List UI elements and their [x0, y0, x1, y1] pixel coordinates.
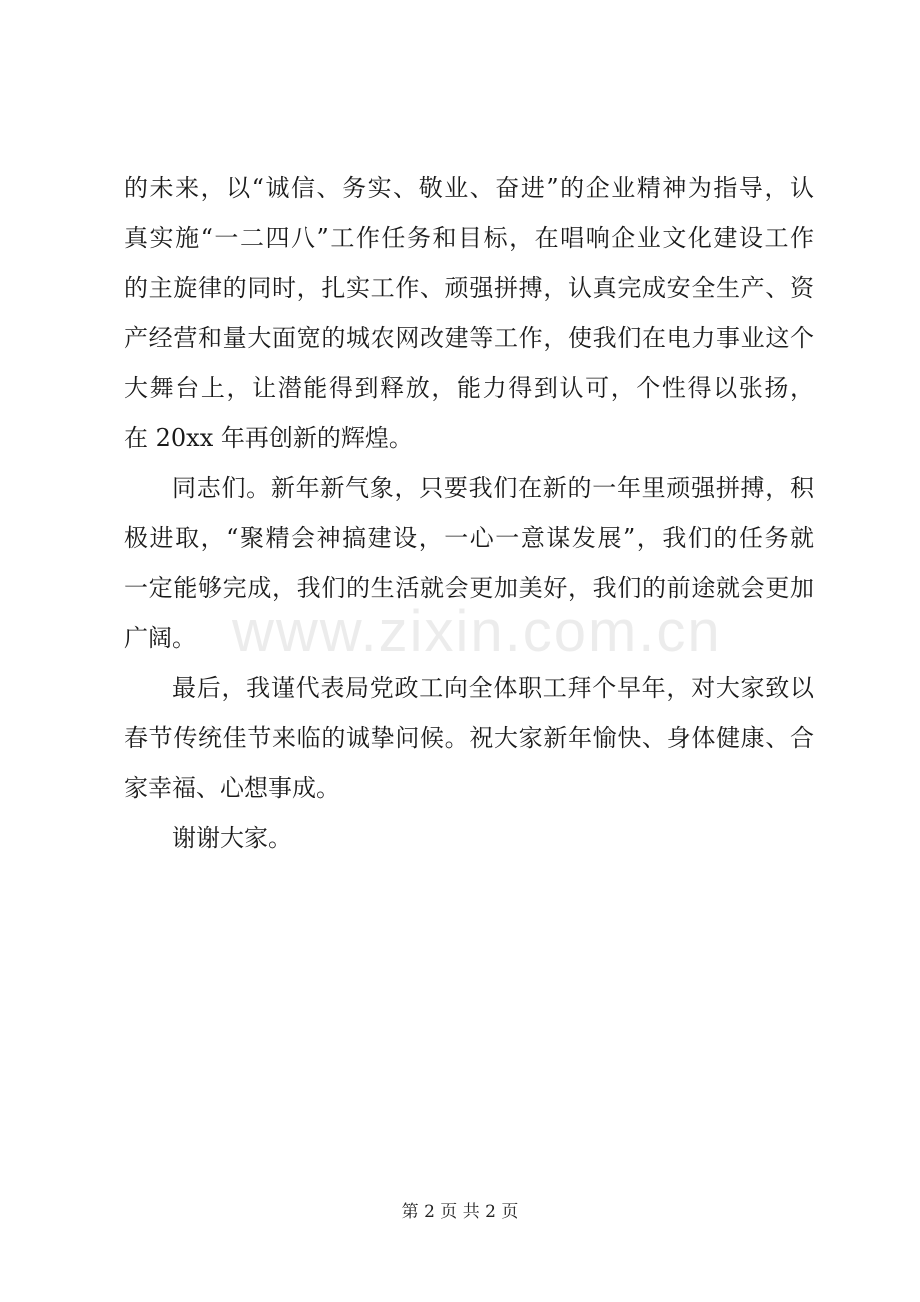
- paragraph-line: 同志们。新年新气象，只要我们在新的一年里顽强拼搏，积: [172, 474, 814, 502]
- paragraph-line: 最后，我谨代表局党政工向全体职工拜个早年，对大家致以: [172, 674, 814, 702]
- paragraph-line: 谢谢大家。: [172, 824, 292, 852]
- paragraph-line: 真实施“一二四八”工作任务和目标，在唱响企业文化建设工作: [124, 224, 814, 252]
- paragraph-line: 家幸福、心想事成。: [124, 774, 340, 802]
- paragraph-line: 一定能够完成，我们的生活就会更加美好，我们的前途就会更加: [124, 574, 814, 602]
- paragraph-line: 大舞台上，让潜能得到释放，能力得到认可，个性得以张扬，: [124, 374, 814, 402]
- page-footer: 第 2 页 共 2 页: [401, 1202, 519, 1222]
- watermark: www.zixin.com.cn: [232, 599, 722, 664]
- paragraph-line: 广阔。: [124, 624, 196, 652]
- paragraph-line: 产经营和量大面宽的城农网改建等工作，使我们在电力事业这个: [124, 324, 814, 352]
- paragraph-line: 极进取，“聚精会神搞建设，一心一意谋发展”，我们的任务就: [124, 524, 814, 552]
- paragraph-line: 的主旋律的同时，扎实工作、顽强拼搏，认真完成安全生产、资: [124, 274, 814, 302]
- paragraph-line: 春节传统佳节来临的诚挚问候。祝大家新年愉快、身体健康、合: [124, 724, 814, 752]
- paragraph-line: 的未来，以“诚信、务实、敬业、奋进”的企业精神为指导，认: [124, 174, 814, 202]
- paragraph-line: 在 20xx 年再创新的辉煌。: [124, 424, 413, 452]
